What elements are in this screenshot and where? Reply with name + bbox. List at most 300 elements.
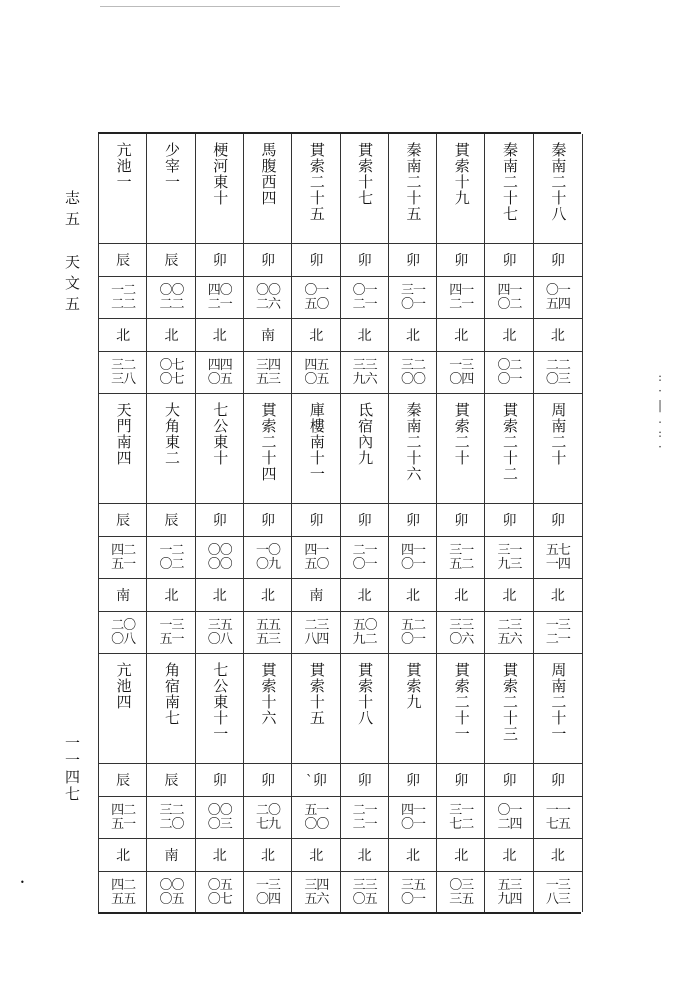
latitude-cell bbox=[147, 352, 195, 394]
numeral-line: 三二 bbox=[400, 357, 425, 373]
numeral-line: 四一 bbox=[497, 282, 522, 298]
position-cell bbox=[196, 579, 244, 612]
numeral-line: 三四 bbox=[256, 357, 281, 373]
header-rule bbox=[100, 6, 340, 7]
degree-cell bbox=[147, 277, 195, 319]
numeral-line: 二〇 bbox=[256, 802, 281, 818]
star-name-cell bbox=[485, 654, 533, 764]
position-value: 北 bbox=[212, 328, 227, 344]
direction-value: 辰 bbox=[116, 253, 131, 269]
position-value: 北 bbox=[502, 588, 517, 604]
direction-cell bbox=[99, 244, 147, 277]
star-name: 七公東十一 bbox=[211, 662, 230, 742]
star-name: 貫索二十一 bbox=[452, 662, 471, 742]
direction-cell bbox=[99, 504, 147, 537]
numeral-line: 五一 bbox=[111, 816, 136, 832]
numeral-line: 五二 bbox=[400, 617, 425, 633]
degree-cell bbox=[437, 277, 485, 319]
direction-cell bbox=[389, 244, 437, 277]
numeral-line: 九六 bbox=[352, 371, 377, 387]
numeral-line: 〇五 bbox=[159, 892, 184, 907]
numeral-line: 四二 bbox=[111, 878, 136, 893]
table-column bbox=[533, 134, 583, 912]
position-cell bbox=[389, 579, 437, 612]
position-cell bbox=[437, 579, 485, 612]
position-cell bbox=[147, 839, 195, 872]
star-name-cell bbox=[341, 654, 389, 764]
numeral-line: 〇〇 bbox=[207, 542, 232, 558]
numeral-line: 二二 bbox=[111, 296, 136, 312]
table-column bbox=[243, 134, 292, 912]
numeral-line: 一三 bbox=[449, 357, 474, 373]
table-column bbox=[484, 134, 533, 912]
numeral-line: 一三 bbox=[545, 878, 570, 893]
numeral-line: 五一 bbox=[159, 631, 184, 647]
numeral-line: 三一 bbox=[449, 542, 474, 558]
numeral-line: 三三 bbox=[352, 357, 377, 373]
direction-value: `卯 bbox=[305, 773, 327, 789]
numeral-line: 三二 bbox=[111, 357, 136, 373]
latitude-cell bbox=[485, 872, 533, 914]
numeral-line: 一四 bbox=[545, 556, 570, 572]
latitude-cell bbox=[244, 612, 292, 654]
numeral-line: 〇五 bbox=[207, 371, 232, 387]
position-value: 北 bbox=[550, 328, 565, 344]
numeral-line: 二〇 bbox=[111, 617, 136, 633]
star-name: 周南二十 bbox=[549, 402, 568, 466]
numeral-line: 〇一 bbox=[497, 802, 522, 818]
numeral-line: 〇〇 bbox=[256, 282, 281, 298]
star-name-cell bbox=[196, 394, 244, 504]
degree-cell bbox=[437, 537, 485, 579]
degree-cell bbox=[196, 277, 244, 319]
position-value: 北 bbox=[116, 328, 131, 344]
direction-cell bbox=[485, 504, 533, 537]
direction-value: 卯 bbox=[261, 513, 276, 529]
latitude-cell bbox=[485, 352, 533, 394]
position-cell bbox=[389, 319, 437, 352]
degree-cell bbox=[485, 277, 533, 319]
direction-cell bbox=[389, 504, 437, 537]
position-value: 北 bbox=[116, 848, 131, 864]
direction-value: 辰 bbox=[164, 253, 179, 269]
star-name-cell bbox=[437, 654, 485, 764]
direction-cell bbox=[341, 504, 389, 537]
direction-cell bbox=[147, 764, 195, 797]
table-column bbox=[340, 134, 389, 912]
star-name-cell bbox=[147, 394, 195, 504]
star-name: 庫樓南十一 bbox=[307, 402, 326, 482]
numeral-line: 二一 bbox=[352, 542, 377, 558]
numeral-line: 七二 bbox=[449, 816, 474, 832]
numeral-line: 五三 bbox=[256, 631, 281, 647]
numeral-line: 〇一 bbox=[400, 892, 425, 907]
running-head bbox=[62, 190, 83, 317]
star-name-cell bbox=[147, 134, 195, 244]
numeral-line: 二一 bbox=[352, 802, 377, 818]
direction-cell bbox=[485, 244, 533, 277]
numeral-line: 〇一 bbox=[400, 816, 425, 832]
position-cell bbox=[534, 839, 582, 872]
chapter-label: 志五 bbox=[63, 190, 81, 232]
star-name: 少宰一 bbox=[162, 142, 181, 190]
degree-cell bbox=[244, 277, 292, 319]
direction-value: 辰 bbox=[116, 773, 131, 789]
latitude-cell bbox=[292, 612, 340, 654]
numeral-line: 〇七 bbox=[159, 357, 184, 373]
position-cell bbox=[147, 579, 195, 612]
degree-cell bbox=[196, 537, 244, 579]
latitude-cell bbox=[196, 612, 244, 654]
position-cell bbox=[485, 579, 533, 612]
numeral-line: 四一 bbox=[400, 802, 425, 818]
position-value: 北 bbox=[502, 848, 517, 864]
position-cell bbox=[99, 319, 147, 352]
position-cell bbox=[534, 319, 582, 352]
numeral-line: 〇一 bbox=[352, 282, 377, 298]
numeral-line: 〇〇 bbox=[207, 802, 232, 818]
direction-cell bbox=[244, 764, 292, 797]
star-name: 秦南二十七 bbox=[501, 142, 520, 222]
latitude-cell bbox=[196, 872, 244, 914]
degree-cell bbox=[99, 797, 147, 839]
direction-cell bbox=[389, 764, 437, 797]
star-name-cell bbox=[244, 394, 292, 504]
numeral-line: 三一 bbox=[497, 542, 522, 558]
direction-cell bbox=[437, 764, 485, 797]
degree-cell bbox=[534, 277, 582, 319]
numeral-line: 二一 bbox=[207, 296, 232, 312]
position-cell bbox=[147, 319, 195, 352]
position-value: 北 bbox=[357, 848, 372, 864]
star-name: 大角東二 bbox=[162, 402, 181, 466]
direction-value: 辰 bbox=[164, 773, 179, 789]
direction-cell bbox=[196, 504, 244, 537]
numeral-line: 〇三 bbox=[207, 816, 232, 832]
latitude-cell bbox=[99, 352, 147, 394]
position-cell bbox=[341, 579, 389, 612]
numeral-line: 二二 bbox=[545, 357, 570, 373]
direction-cell bbox=[244, 244, 292, 277]
direction-cell bbox=[292, 244, 340, 277]
numeral-line: 七九 bbox=[256, 816, 281, 832]
star-name-cell bbox=[99, 134, 147, 244]
position-value: 北 bbox=[164, 328, 179, 344]
numeral-line: 三五 bbox=[449, 892, 474, 907]
position-value: 北 bbox=[550, 848, 565, 864]
position-value: 北 bbox=[550, 588, 565, 604]
numeral-line: 〇一 bbox=[304, 282, 329, 298]
direction-value: 卯 bbox=[357, 513, 372, 529]
numeral-line: 一一 bbox=[545, 802, 570, 818]
direction-value: 卯 bbox=[405, 773, 420, 789]
degree-cell bbox=[341, 537, 389, 579]
star-name-cell bbox=[196, 654, 244, 764]
degree-cell bbox=[244, 797, 292, 839]
direction-cell bbox=[534, 764, 582, 797]
numeral-line: 〇三 bbox=[545, 371, 570, 387]
position-cell bbox=[437, 839, 485, 872]
degree-cell bbox=[341, 277, 389, 319]
numeral-line: 八三 bbox=[545, 892, 570, 907]
star-name-cell bbox=[437, 134, 485, 244]
numeral-line: 九三 bbox=[497, 556, 522, 572]
position-value: 北 bbox=[212, 848, 227, 864]
latitude-cell bbox=[437, 612, 485, 654]
numeral-line: 三五 bbox=[207, 617, 232, 633]
position-cell bbox=[485, 839, 533, 872]
latitude-cell bbox=[99, 612, 147, 654]
position-cell bbox=[341, 319, 389, 352]
star-name: 氐宿內九 bbox=[356, 402, 375, 466]
position-cell bbox=[437, 319, 485, 352]
numeral-line: 五〇 bbox=[304, 296, 329, 312]
degree-cell bbox=[341, 797, 389, 839]
numeral-line: 〇五 bbox=[304, 371, 329, 387]
direction-value: 卯 bbox=[550, 773, 565, 789]
direction-value: 卯 bbox=[502, 513, 517, 529]
latitude-cell bbox=[389, 612, 437, 654]
star-name: 貫索十九 bbox=[452, 142, 471, 206]
section-label: 天文五 bbox=[63, 254, 81, 317]
latitude-cell bbox=[292, 352, 340, 394]
position-value: 北 bbox=[309, 848, 324, 864]
star-name-cell bbox=[292, 134, 340, 244]
degree-cell bbox=[389, 797, 437, 839]
numeral-line: 五〇 bbox=[304, 556, 329, 572]
position-cell bbox=[196, 839, 244, 872]
position-value: 北 bbox=[261, 848, 276, 864]
direction-cell bbox=[196, 244, 244, 277]
latitude-cell bbox=[341, 872, 389, 914]
star-name-cell bbox=[341, 134, 389, 244]
latitude-cell bbox=[389, 872, 437, 914]
direction-cell bbox=[292, 764, 340, 797]
star-name: 秦南二十五 bbox=[404, 142, 423, 222]
table-column bbox=[146, 134, 195, 912]
position-value: 北 bbox=[405, 588, 420, 604]
direction-cell bbox=[244, 504, 292, 537]
numeral-line: 〇〇 bbox=[159, 878, 184, 893]
numeral-line: 〇六 bbox=[449, 631, 474, 647]
degree-cell bbox=[292, 797, 340, 839]
edge-marks: :·|.:· bbox=[653, 370, 667, 454]
star-name: 貫索十八 bbox=[356, 662, 375, 726]
numeral-line: 七五 bbox=[545, 816, 570, 832]
star-name-cell bbox=[389, 654, 437, 764]
position-value: 北 bbox=[164, 588, 179, 604]
star-name-cell bbox=[292, 654, 340, 764]
position-value: 北 bbox=[454, 328, 469, 344]
direction-cell bbox=[341, 764, 389, 797]
degree-cell bbox=[147, 537, 195, 579]
latitude-cell bbox=[341, 612, 389, 654]
numeral-line: 一三 bbox=[545, 617, 570, 633]
star-name: 貫索九 bbox=[404, 662, 423, 710]
position-cell bbox=[485, 319, 533, 352]
star-name-cell bbox=[534, 654, 582, 764]
numeral-line: 〇一 bbox=[400, 556, 425, 572]
direction-value: 卯 bbox=[309, 513, 324, 529]
numeral-line: 〇二 bbox=[159, 556, 184, 572]
latitude-cell bbox=[196, 352, 244, 394]
numeral-line: 〇四 bbox=[449, 371, 474, 387]
direction-cell bbox=[534, 244, 582, 277]
numeral-line: 〇八 bbox=[207, 631, 232, 647]
star-name-cell bbox=[99, 394, 147, 504]
star-name: 貫索二十五 bbox=[307, 142, 326, 222]
numeral-line: 一〇 bbox=[256, 542, 281, 558]
numeral-line: 五五 bbox=[256, 617, 281, 633]
numeral-line: 二二 bbox=[159, 296, 184, 312]
stray-dot: • bbox=[20, 878, 25, 887]
numeral-line: 一二 bbox=[111, 282, 136, 298]
position-value: 南 bbox=[309, 588, 324, 604]
degree-cell bbox=[147, 797, 195, 839]
latitude-cell bbox=[292, 872, 340, 914]
position-value: 北 bbox=[502, 328, 517, 344]
numeral-line: 二一 bbox=[352, 296, 377, 312]
numeral-line: 二三 bbox=[304, 617, 329, 633]
direction-value: 卯 bbox=[261, 253, 276, 269]
numeral-line: 五三 bbox=[256, 371, 281, 387]
numeral-line: 二三 bbox=[497, 617, 522, 633]
direction-cell bbox=[292, 504, 340, 537]
numeral-line: 〇〇 bbox=[304, 816, 329, 832]
position-cell bbox=[196, 319, 244, 352]
star-name: 秦南二十六 bbox=[404, 402, 423, 482]
table-column bbox=[98, 134, 147, 912]
numeral-line: 〇四 bbox=[256, 892, 281, 907]
star-name-cell bbox=[147, 654, 195, 764]
numeral-line: 三一 bbox=[449, 802, 474, 818]
star-name-cell bbox=[389, 134, 437, 244]
numeral-line: 三五 bbox=[400, 878, 425, 893]
direction-value: 卯 bbox=[212, 513, 227, 529]
numeral-line: 〇二 bbox=[497, 296, 522, 312]
latitude-cell bbox=[534, 872, 582, 914]
star-table bbox=[98, 132, 581, 914]
direction-value: 卯 bbox=[550, 253, 565, 269]
star-name-cell bbox=[437, 394, 485, 504]
numeral-line: 三四 bbox=[304, 878, 329, 893]
numeral-line: 五二 bbox=[449, 556, 474, 572]
numeral-line: 〇三 bbox=[449, 878, 474, 893]
star-name-cell bbox=[341, 394, 389, 504]
degree-cell bbox=[389, 537, 437, 579]
numeral-line: 〇五 bbox=[207, 878, 232, 893]
numeral-line: 〇九 bbox=[256, 556, 281, 572]
direction-value: 卯 bbox=[309, 253, 324, 269]
position-value: 北 bbox=[357, 588, 372, 604]
numeral-line: 二一 bbox=[449, 296, 474, 312]
numeral-line: 二一 bbox=[545, 631, 570, 647]
numeral-line: 三二 bbox=[159, 802, 184, 818]
direction-value: 卯 bbox=[502, 773, 517, 789]
numeral-line: 五六 bbox=[497, 631, 522, 647]
direction-cell bbox=[437, 244, 485, 277]
direction-value: 辰 bbox=[116, 513, 131, 529]
direction-value: 卯 bbox=[405, 513, 420, 529]
direction-value: 辰 bbox=[164, 513, 179, 529]
star-name-cell bbox=[99, 654, 147, 764]
direction-cell bbox=[147, 504, 195, 537]
star-name: 秦南二十八 bbox=[549, 142, 568, 222]
numeral-line: 〇〇 bbox=[400, 371, 425, 387]
position-cell bbox=[99, 579, 147, 612]
numeral-line: 〇一 bbox=[545, 282, 570, 298]
numeral-line: 四一 bbox=[449, 282, 474, 298]
star-name-cell bbox=[485, 394, 533, 504]
table-column bbox=[436, 134, 485, 912]
numeral-line: 〇七 bbox=[159, 371, 184, 387]
numeral-line: 〇一 bbox=[400, 296, 425, 312]
direction-cell bbox=[196, 764, 244, 797]
direction-cell bbox=[437, 504, 485, 537]
position-cell bbox=[341, 839, 389, 872]
numeral-line: 四〇 bbox=[207, 282, 232, 298]
degree-cell bbox=[485, 797, 533, 839]
numeral-line: 八四 bbox=[304, 631, 329, 647]
numeral-line: 一三 bbox=[256, 878, 281, 893]
direction-value: 卯 bbox=[405, 253, 420, 269]
numeral-line: 三三 bbox=[352, 878, 377, 893]
star-name: 周南二十一 bbox=[549, 662, 568, 742]
star-name: 貫索十五 bbox=[307, 662, 326, 726]
position-cell bbox=[292, 319, 340, 352]
star-name: 貫索二十三 bbox=[501, 662, 520, 742]
numeral-line: 三三 bbox=[449, 617, 474, 633]
latitude-cell bbox=[147, 612, 195, 654]
latitude-cell bbox=[341, 352, 389, 394]
numeral-line: 五一 bbox=[304, 802, 329, 818]
star-name: 七公東十 bbox=[211, 402, 230, 466]
degree-cell bbox=[437, 797, 485, 839]
star-name: 亢池四 bbox=[114, 662, 133, 710]
direction-cell bbox=[341, 244, 389, 277]
latitude-cell bbox=[99, 872, 147, 914]
numeral-line: 九四 bbox=[497, 892, 522, 907]
position-value: 北 bbox=[212, 588, 227, 604]
position-value: 北 bbox=[454, 848, 469, 864]
star-name: 貫索十七 bbox=[356, 142, 375, 206]
numeral-line: 一二 bbox=[159, 542, 184, 558]
direction-value: 卯 bbox=[357, 253, 372, 269]
position-cell bbox=[99, 839, 147, 872]
numeral-line: 五六 bbox=[304, 892, 329, 907]
numeral-line: 二〇 bbox=[159, 816, 184, 832]
table-column bbox=[291, 134, 340, 912]
star-name-cell bbox=[485, 134, 533, 244]
direction-cell bbox=[147, 244, 195, 277]
star-name: 天門南四 bbox=[114, 402, 133, 466]
position-cell bbox=[534, 579, 582, 612]
numeral-line: 〇〇 bbox=[207, 556, 232, 572]
page-number: 一一四七 bbox=[63, 735, 81, 803]
direction-value: 卯 bbox=[454, 253, 469, 269]
position-value: 北 bbox=[357, 328, 372, 344]
latitude-cell bbox=[244, 352, 292, 394]
star-name-cell bbox=[389, 394, 437, 504]
table-column bbox=[195, 134, 244, 912]
star-name-cell bbox=[534, 134, 582, 244]
numeral-line: 三一 bbox=[400, 282, 425, 298]
star-name-cell bbox=[292, 394, 340, 504]
position-cell bbox=[244, 319, 292, 352]
star-name: 角宿南七 bbox=[162, 662, 181, 726]
degree-cell bbox=[389, 277, 437, 319]
numeral-line: 九二 bbox=[352, 631, 377, 647]
